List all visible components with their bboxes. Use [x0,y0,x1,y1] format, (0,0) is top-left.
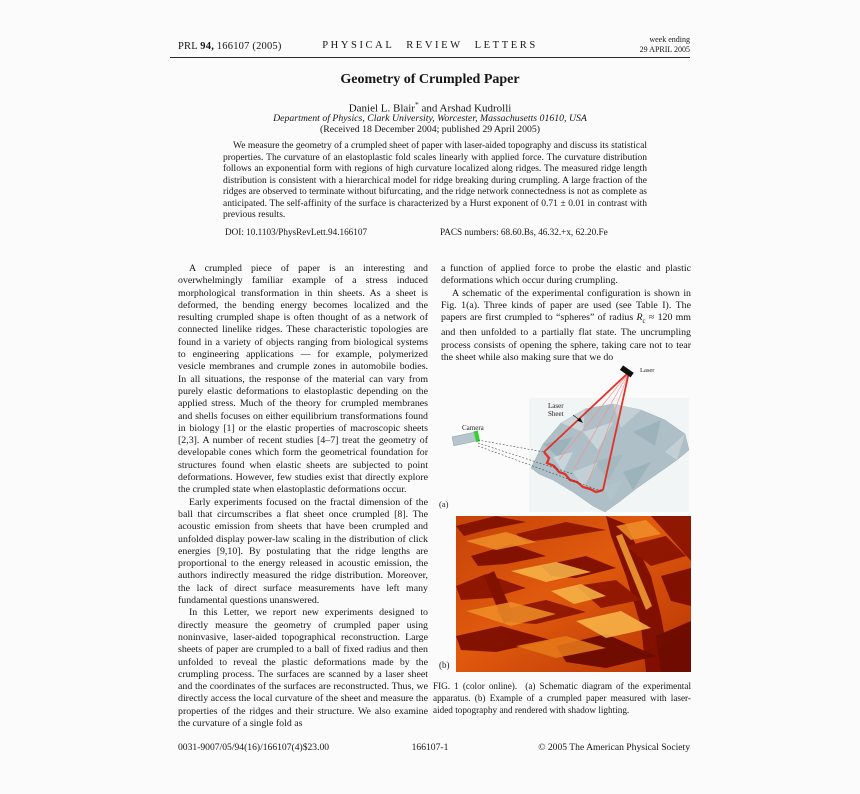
issue-date [170,35,690,54]
laser-label: Laser [640,367,655,375]
header-rule [170,57,690,58]
page-title: Geometry of Crumpled Paper [340,72,520,87]
svg-text:Sheet: Sheet [548,410,564,419]
camera-label: Camera [462,424,484,433]
figure-1a-schematic [433,362,691,514]
left-column [178,263,428,730]
journal-article-number: 166107 (2005) [214,41,282,52]
apparatus-schematic-image [433,362,691,514]
journal-volume: 94, [200,41,215,52]
radius-subscript: c [642,317,646,326]
body-columns [178,263,690,730]
received-line: (Received 18 December 2004; published 29 April 2005) [319,124,541,135]
radius-variable: R [636,312,643,324]
author-name-rest: and Arshad Kudrolli [418,102,512,115]
week-ending-label: week ending [649,35,690,44]
affiliation: Department of Physics, Clark University, Worcester, Massachusetts 01610, USA [273,113,587,124]
paragraph-text: ≈ 120 mm and then unfolded to a partially flat state. The uncrumpling process consists of opening the sphere, taking care not to tear the sheet while also making sure that we do [441,312,691,364]
doi: DOI: 10.1103/PhysRevLett.94.166107 [225,227,368,237]
paragraph: In this Letter, we report new experiments designed to directly measure the geometry of crumpled paper using noninvasive, laser-aided topographical reconstruction. Large sheets of paper are crumpled to a ball of fixed radius and then unfolded to reveal the plastic deformations made by the crumpling process. The surfaces are scanned by a laser sheet and the coordinates of the surfaces are reconstructed. Thus, we directly access the local curvature of the sheet and measure the properties of the ridges and their structure. We also examine the curvature of a single fold as [178,607,428,729]
page-number: 166107-1 [411,742,449,753]
paragraph: Early experiments focused on the fractal dimension of the ball that circumscribes a flat sheet once crumpled [8]. The acoustic emission from sheets that have been crumpled and unfolded display power-law scaling in the distribution of click energies [9,10]. By postulating that the ridge lengths are proportional to the energy released in acoustic emission, the authors indirectly measured the ridge distribution. Moreover, the lack of direct surface measurements have left many fundamental questions unanswered. [178,496,428,607]
pacs-numbers: PACS numbers: 68.60.Bs, 46.32.+x, 62.20.Fe [440,227,608,237]
subfigure-b-label: (b) [439,660,450,671]
abstract: We measure the geometry of a crumpled sheet of paper with laser-aided topography and discuss its statistical properties. The curvature of an elastoplastic fold scales linearly with applied force. The curvature distribution follows an exponential form with regions of high curvature localized along ridges. The measured ridge length distribution is consistent with a hierarchical model for ridge breaking during crumpling. A large fraction of the ridges are observed to terminate without bifurcating, and the ridge network connectedness is not as complete as anticipated. The self-affinity of the surface is characterized by a Hurst exponent of 0.71 ± 0.01 in contrast with previous results. [223,141,647,220]
author-name: Daniel L. Blair [348,102,415,115]
issue-date-value: 29 APRIL 2005 [639,44,690,54]
svg-text:Laser: Laser [548,402,564,411]
paragraph: A crumpled piece of paper is an interesting and overwhelmingly familiar example of a stress induced morphological transformation in thin sheets. As a sheet is deformed, the bending energy becomes localized and the resulting crumpled shape is often thought of as a network of connected linelike ridges. These characteristic topologies are found in a variety of objects ranging from biological systems to engineering applications — for example, polymerized vesicle membranes and crumple zones in automobile bodies. In all situations, the response of the material can vary from purely elastic deformations to elastoplastic depending on the applied stress. Much of the theory for crumpled membranes and shells focuses on either equilibrium transformations found in biology [1] or the elastic properties of macroscopic sheets [2,3]. A number of recent studies [4–7] treat the geometry of developable cones which form the geometrical foundation for structures found when elastic sheets are subjected to point deformations. However, few studies exist that directly explore the crumpled state when elastoplastic deformations occur. [178,263,428,496]
subfigure-a-label: (a) [439,499,449,510]
crumpled-paper-image [456,516,691,672]
journal-abbrev: PRL [178,41,201,52]
paragraph [441,288,691,365]
copyright-code: 0031-9007/05/94(16)/166107(4)$23.00 [178,742,330,753]
paragraph: a function of applied force to probe the elastic and plastic deformations which occur during crumpling. [441,263,691,287]
copyright-notice: © 2005 The American Physical Society [538,742,690,753]
figure-1b-rendering [439,516,691,672]
author-footnote-marker: * [414,100,419,109]
journal-name: PHYSICAL REVIEW LETTERS [322,40,538,51]
right-column [433,263,691,730]
paragraph-text: A schematic of the experimental configuration is shown in Fig. 1(a). Three kinds of paper are used (see Table I). The papers are first crumpled to “spheres” of radius [441,287,691,324]
figure-caption: FIG. 1 (color online). (a) Schematic diagram of the experimental apparatus. (b) Example of a crumpled paper measured with laser-aided topography and rendered with shadow lighting. [433,681,691,715]
